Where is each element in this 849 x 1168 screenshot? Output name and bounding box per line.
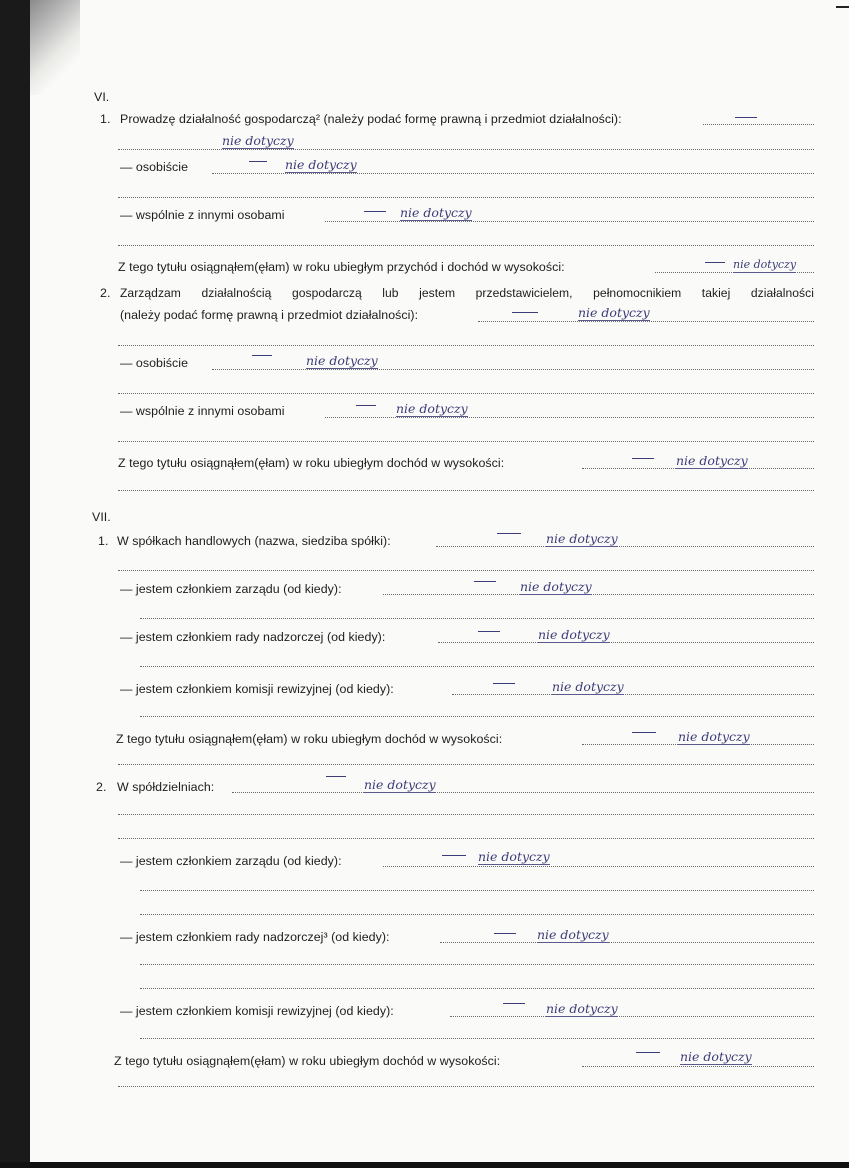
scan-edge-mark: [836, 6, 849, 8]
vi-q2-income-dash: [632, 458, 654, 459]
vi-q1-income-dash: [705, 262, 725, 263]
vi-q2-jointly-answer: nie dotyczy: [396, 401, 468, 416]
vi-q2-personally-label: — osobiście: [120, 356, 189, 370]
vii-q2-answer: nie dotyczy: [364, 777, 436, 792]
vii-q2-board-line-2: [140, 890, 814, 891]
vii-q2-supervisory-answer: nie dotyczy: [537, 927, 609, 942]
vi-q2-income-answer: nie dotyczy: [676, 453, 748, 468]
vii-q1-audit-label: — jestem członkiem komisji rewizyjnej (od kiedy):: [120, 682, 394, 696]
vii-q2-text: W spółdzielniach:: [117, 780, 215, 794]
vii-q1-income-line-2: [118, 764, 814, 765]
vii-q2-income-dash: [636, 1052, 660, 1053]
vii-q2-line: [232, 792, 814, 793]
vi-q2-answer: nie dotyczy: [578, 305, 650, 320]
vii-q2-board-line-3: [140, 914, 814, 915]
vi-q1-jointly-line: [325, 221, 814, 222]
section-vi-heading: VI.: [94, 90, 110, 104]
vii-q1-board-line-2: [140, 618, 814, 619]
vi-q1-jointly-line-2: [118, 245, 814, 246]
vii-q1-audit-dash: [493, 683, 515, 684]
vi-q1-jointly-label: — wspólnie z innymi osobami: [120, 208, 285, 222]
vii-q1-text: W spółkach handlowych (nazwa, siedziba spółki):: [117, 534, 391, 548]
section-vii-heading: VII.: [92, 510, 111, 524]
vi-q1-income-answer: nie dotyczy: [733, 258, 797, 271]
vii-q2-audit-answer: nie dotyczy: [546, 1001, 618, 1016]
vii-q2-dash: [326, 776, 346, 777]
vii-q1-supervisory-answer: nie dotyczy: [538, 627, 610, 642]
vii-q2-answer-line-2: [118, 838, 814, 839]
vi-q2-personally-line-2: [118, 393, 814, 394]
vi-q1-income-label: Z tego tytułu osiągnąłem(ęłam) w roku ubiegłym przychód i dochód w wysokości:: [118, 260, 565, 274]
vi-q2-jointly-dash: [356, 405, 376, 406]
vii-q2-board-line: [383, 866, 814, 867]
vi-q2-dash: [512, 312, 538, 313]
vii-q1-income-dash: [632, 732, 656, 733]
vii-q2-income-answer: nie dotyczy: [680, 1049, 752, 1064]
vi-q2-income-line-2: [118, 490, 814, 491]
vi-q2-text-line2: (należy podać formę prawną i przedmiot działalności):: [120, 308, 419, 322]
scan-shadow: [30, 0, 80, 95]
vii-q2-income-line: [582, 1066, 814, 1067]
vii-q1-audit-answer: nie dotyczy: [552, 679, 624, 694]
vi-q1-line: [703, 124, 814, 125]
vii-q2-supervisory-label: — jestem członkiem rady nadzorczej³ (od kiedy):: [120, 930, 390, 944]
vi-q1-number: 1.: [100, 112, 111, 126]
vii-q1-line: [436, 546, 814, 547]
vi-q2-jointly-line: [325, 417, 814, 418]
vii-q1-income-answer: nie dotyczy: [678, 729, 750, 744]
vi-q1-jointly-answer: nie dotyczy: [400, 205, 472, 220]
vi-q1-jointly-dash: [364, 211, 386, 212]
vi-q1-personally-answer: nie dotyczy: [285, 157, 357, 172]
vii-q1-board-dash: [474, 581, 496, 582]
vii-q1-number: 1.: [98, 534, 109, 548]
vii-q1-board-label: — jestem członkiem zarządu (od kiedy):: [120, 582, 342, 596]
vii-q2-audit-label: — jestem członkiem komisji rewizyjnej (od kiedy):: [120, 1004, 394, 1018]
vii-q1-supervisory-dash: [478, 631, 500, 632]
vii-q2-supervisory-line: [440, 942, 814, 943]
vi-q1-personally-dash: [249, 161, 267, 162]
vi-q1-dash: [735, 117, 757, 118]
vi-q1-personally-line-2: [118, 197, 814, 198]
vi-q1-answer: nie dotyczy: [222, 133, 294, 148]
vii-q2-income-line-2: [118, 1086, 814, 1087]
vii-q1-answer-line: [118, 570, 814, 571]
vi-q2-answer-line: [118, 345, 814, 346]
vii-q2-number: 2.: [96, 780, 107, 794]
vii-q1-dash: [497, 533, 521, 534]
vii-q1-audit-line: [452, 694, 814, 695]
vi-q2-jointly-label: — wspólnie z innymi osobami: [120, 404, 285, 418]
vii-q1-supervisory-line: [438, 642, 814, 643]
vi-q1-answer-line: [118, 149, 814, 150]
vi-q1-text: Prowadzę działalność gospodarczą² (należy podać formę prawną i przedmiot działalności):: [120, 112, 622, 126]
vi-q2-income-label: Z tego tytułu osiągnąłem(ęłam) w roku ubiegłym dochód w wysokości:: [118, 456, 505, 470]
vii-q2-board-answer: nie dotyczy: [478, 849, 550, 864]
vi-q2-personally-line: [212, 369, 814, 370]
vi-q1-personally-label: — osobiście: [120, 160, 189, 174]
vii-q1-board-answer: nie dotyczy: [520, 579, 592, 594]
vii-q2-supervisory-dash: [494, 933, 516, 934]
vii-q1-audit-line-2: [140, 716, 814, 717]
vii-q1-board-line: [383, 594, 814, 595]
vi-q2-personally-dash: [252, 355, 272, 356]
vii-q2-supervisory-line-2: [140, 964, 814, 965]
vii-q2-audit-line: [450, 1016, 814, 1017]
vii-q1-supervisory-line-2: [140, 666, 814, 667]
vii-q1-income-label: Z tego tytułu osiągnąłem(ęłam) w roku ubiegłym dochód w wysokości:: [116, 732, 503, 746]
vii-q2-supervisory-line-3: [140, 988, 814, 989]
scan-border: [0, 1162, 849, 1168]
vii-q2-board-dash: [442, 855, 466, 856]
vii-q2-board-label: — jestem członkiem zarządu (od kiedy):: [120, 854, 342, 868]
vi-q1-personally-line: [212, 173, 814, 174]
vii-q2-audit-line-2: [140, 1038, 814, 1039]
vii-q1-answer: nie dotyczy: [546, 531, 618, 546]
vi-q2-text-line1: Zarządzam działalnością gospodarczą lub jestem przedstawicielem, pełnomocnikiem takiej działalności: [120, 286, 814, 300]
vii-q2-income-label: Z tego tytułu osiągnąłem(ęłam) w roku ubiegłym dochód w wysokości:: [114, 1054, 501, 1068]
vi-q2-personally-answer: nie dotyczy: [306, 353, 378, 368]
vi-q2-line: [478, 321, 814, 322]
vii-q2-audit-dash: [503, 1003, 525, 1004]
vii-q1-supervisory-label: — jestem członkiem rady nadzorczej (od kiedy):: [120, 630, 386, 644]
vi-q2-jointly-line-2: [118, 441, 814, 442]
vii-q2-answer-line: [118, 814, 814, 815]
vi-q2-number: 2.: [100, 286, 111, 300]
